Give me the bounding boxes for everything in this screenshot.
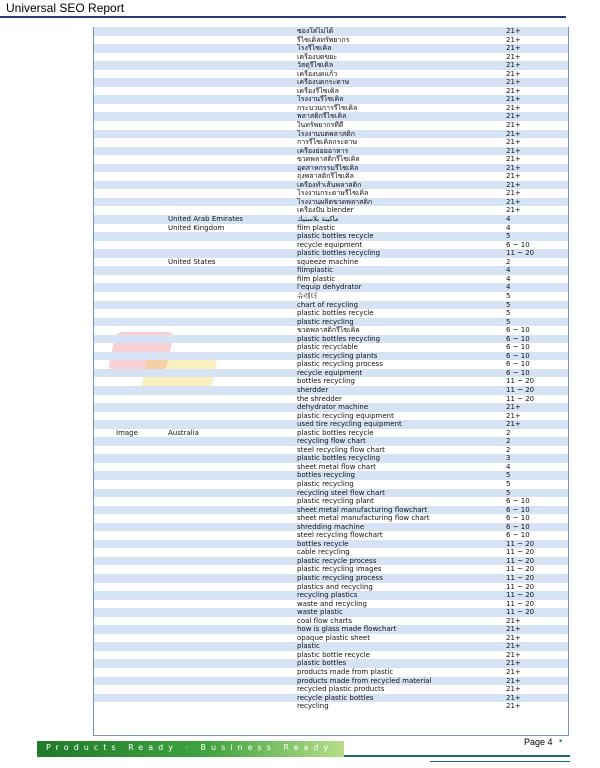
table-row	[94, 531, 568, 540]
row-rank: 6 ~ 10	[506, 343, 530, 352]
row-keyword: plastic bottles	[297, 659, 347, 668]
table-row	[94, 463, 568, 472]
row-rank: 21+	[506, 616, 521, 625]
row-rank: 21+	[506, 411, 521, 420]
table-row	[94, 557, 568, 566]
table-row	[94, 206, 568, 215]
row-keyword: recycling	[297, 702, 329, 711]
table-row	[94, 685, 568, 694]
row-keyword: plastic bottles recycle	[297, 232, 374, 241]
row-keyword: โรงงานผลิตขวดพลาสติก	[297, 197, 373, 206]
table-row	[94, 138, 568, 147]
row-rank: 21+	[506, 78, 521, 87]
row-rank: 5	[506, 291, 511, 300]
table-row	[94, 121, 568, 130]
row-rank: 21+	[506, 35, 521, 44]
table-row	[94, 677, 568, 686]
table-row	[94, 53, 568, 62]
row-rank: 21+	[506, 163, 521, 172]
table-row	[94, 27, 568, 36]
row-keyword: เครื่องทำเส้นพลาสติก	[297, 180, 362, 189]
row-rank: 21+	[506, 420, 521, 429]
row-keyword: เครื่องปั่น blender	[297, 206, 354, 215]
row-rank: 6 ~ 10	[506, 334, 530, 343]
row-rank: 6 ~ 10	[506, 351, 530, 360]
row-rank: 5	[506, 300, 511, 309]
table-row	[94, 651, 568, 660]
table-row	[94, 446, 568, 455]
row-keyword: รีไซเคิลทรัพยากร	[297, 35, 350, 44]
row-keyword: steel recycling flowchart	[297, 531, 383, 540]
table-row	[94, 232, 568, 241]
row-keyword: plastics and recycling	[297, 582, 373, 591]
row-keyword: bottles recycling	[297, 471, 355, 480]
row-rank: 11 ~ 20	[506, 565, 535, 574]
row-rank: 11 ~ 20	[506, 539, 535, 548]
row-rank: 5	[506, 317, 511, 326]
row-rank: 21+	[506, 206, 521, 215]
row-rank: 4	[506, 462, 511, 471]
row-rank: 21+	[506, 61, 521, 70]
table-row	[94, 514, 568, 523]
ranking-table	[93, 27, 569, 736]
table-row	[94, 343, 568, 352]
row-rank: 4	[506, 274, 511, 283]
table-row	[94, 44, 568, 53]
table-row	[94, 395, 568, 404]
table-row	[94, 548, 568, 557]
table-row	[94, 198, 568, 207]
row-rank: 6 ~ 10	[506, 497, 530, 506]
row-keyword: cable recycling	[297, 548, 350, 557]
row-keyword: plastic bottles recycling	[297, 249, 381, 258]
row-rank: 21+	[506, 650, 521, 659]
row-keyword: squeeze machine	[297, 257, 359, 266]
row-rank: 21+	[506, 693, 521, 702]
row-keyword: shredding machine	[297, 522, 365, 531]
row-rank: 6 ~ 10	[506, 522, 530, 531]
page-bullet: •	[558, 737, 564, 747]
table-row	[94, 266, 568, 275]
row-keyword: chart of recycling	[297, 300, 359, 309]
row-keyword: bottles recycling	[297, 377, 355, 386]
table-row	[94, 258, 568, 267]
row-keyword: ขวดพลาสติกรีไซเคิล	[297, 326, 360, 335]
table-row	[94, 574, 568, 583]
row-rank: 21+	[506, 155, 521, 164]
row-keyword: โรงงานบดพลาสติก	[297, 129, 355, 138]
row-keyword: เครื่องบดขยะ	[297, 52, 338, 61]
row-rank: 5	[506, 471, 511, 480]
row-keyword: กระบวนการรีไซเคิล	[297, 103, 358, 112]
table-row	[94, 694, 568, 703]
table-row	[94, 403, 568, 412]
table-row	[94, 87, 568, 96]
row-rank: 6 ~ 10	[506, 514, 530, 523]
table-row	[94, 523, 568, 532]
row-keyword: ซองใส่ไม่ได้	[297, 27, 334, 35]
table-row	[94, 480, 568, 489]
table-row	[94, 112, 568, 121]
row-country: United Kingdom	[168, 223, 225, 232]
table-row	[94, 412, 568, 421]
table-row	[94, 283, 568, 292]
table-row	[94, 608, 568, 617]
row-country: United Arab Emirates	[168, 215, 243, 224]
row-rank: 21+	[506, 129, 521, 138]
row-rank: 11 ~ 20	[506, 548, 535, 557]
row-rank: 21+	[506, 197, 521, 206]
table-row	[94, 275, 568, 284]
row-rank: 21+	[506, 69, 521, 78]
table-row	[94, 61, 568, 70]
table-row	[94, 181, 568, 190]
row-keyword: เครื่องบดกระดาษ	[297, 78, 350, 87]
table-row	[94, 702, 568, 711]
table-row	[94, 78, 568, 87]
row-keyword: 슈레더	[297, 291, 318, 300]
row-rank: 21+	[506, 172, 521, 181]
row-keyword: plastic recycling process	[297, 574, 383, 582]
row-keyword: โรงงานรีไซเคิล	[297, 95, 344, 104]
row-keyword: plastic recyclable	[297, 343, 358, 352]
row-keyword: waste and recycling	[297, 599, 367, 608]
row-keyword: การรีไซเคิลกระดาษ	[297, 138, 358, 147]
table-row	[94, 506, 568, 515]
row-keyword: โรงงานกระดาษรีไซเคิล	[297, 189, 369, 198]
row-keyword: ขวดพลาสติกรีไซเคิล	[297, 155, 360, 164]
row-keyword: plastic recycling	[297, 479, 354, 488]
row-rank: 21+	[506, 702, 521, 711]
row-keyword: dehydrator machine	[297, 403, 369, 412]
row-keyword: plastic recycling images	[297, 565, 382, 574]
row-country: United States	[168, 257, 216, 266]
row-keyword: วัสดุรีไซเคิล	[297, 61, 334, 70]
row-rank: 21+	[506, 189, 521, 198]
row-rank: 21+	[506, 668, 521, 677]
footer-rule	[344, 755, 570, 757]
footer-rule-secondary	[430, 761, 570, 762]
row-keyword: film plastic	[297, 223, 336, 232]
row-rank: 11 ~ 20	[506, 394, 535, 403]
row-keyword: how is glass made flowchart	[297, 625, 397, 634]
table-row	[94, 360, 568, 369]
table-row	[94, 224, 568, 233]
row-keyword: filmplastic	[297, 266, 334, 275]
row-keyword: products made from plastic	[297, 668, 394, 677]
row-rank: 2	[506, 445, 511, 454]
row-rank: 3	[506, 454, 511, 463]
table-row	[94, 437, 568, 446]
row-rank: 11 ~ 20	[506, 556, 535, 565]
row-keyword: plastic bottles recycling	[297, 334, 381, 343]
row-keyword: bottles recycle	[297, 539, 349, 548]
table-row	[94, 600, 568, 609]
row-keyword: อุตสาหกรรมรีไซเคิล	[297, 163, 359, 172]
table-row	[94, 36, 568, 45]
table-row	[94, 377, 568, 386]
row-keyword: sheet metal manufacturing flowchart	[297, 505, 428, 514]
row-keyword: film plastic	[297, 274, 336, 283]
table-row	[94, 369, 568, 378]
table-row	[94, 386, 568, 395]
row-rank: 6 ~ 10	[506, 360, 530, 369]
table-row	[94, 326, 568, 335]
row-rank: 6 ~ 10	[506, 326, 530, 335]
row-keyword: เครื่องย่อยอาหาร	[297, 146, 349, 155]
row-keyword: sheet metal manufacturing flow chart	[297, 514, 430, 523]
report-title: Universal SEO Report	[6, 1, 125, 15]
row-rank: 6 ~ 10	[506, 531, 530, 540]
row-keyword: plastic bottles recycling	[297, 454, 381, 463]
row-rank: 21+	[506, 103, 521, 112]
row-keyword: sheet metal flow chart	[297, 462, 376, 471]
row-keyword: opaque plastic sheet	[297, 633, 370, 642]
table-row	[94, 189, 568, 198]
row-keyword: recycle plastic bottles	[297, 693, 374, 702]
row-keyword: ถุงพลาสติกรีไซเคิล	[297, 172, 354, 181]
table-row	[94, 634, 568, 643]
row-rank: 4	[506, 223, 511, 232]
row-keyword: ในทรัพยากรที่ดี	[297, 121, 344, 130]
row-rank: 11 ~ 20	[506, 377, 535, 386]
row-rank: 4	[506, 283, 511, 292]
table-row	[94, 164, 568, 173]
row-rank: 11 ~ 20	[506, 608, 535, 617]
table-row	[94, 352, 568, 361]
row-keyword: recycling plastics	[297, 591, 358, 600]
table-row	[94, 471, 568, 480]
row-keyword: เครื่องบดแก้ว	[297, 69, 338, 78]
row-keyword: waste plastic	[297, 608, 343, 617]
row-keyword: plastic recycling	[297, 317, 354, 326]
table-row	[94, 70, 568, 79]
table-row	[94, 95, 568, 104]
row-keyword: เครื่องรีไซเคิล	[297, 86, 339, 95]
row-rank: 21+	[506, 146, 521, 155]
table-rows	[94, 27, 568, 711]
row-rank: 11 ~ 20	[506, 385, 535, 394]
table-row	[94, 497, 568, 506]
row-keyword: products made from recycled material	[297, 676, 432, 685]
row-keyword: the shredder	[297, 394, 342, 403]
table-row	[94, 617, 568, 626]
table-row	[94, 104, 568, 113]
row-rank: 4	[506, 266, 511, 275]
row-rank: 21+	[506, 44, 521, 53]
table-row	[94, 454, 568, 463]
table-row	[94, 583, 568, 592]
row-rank: 11 ~ 20	[506, 249, 535, 258]
row-rank: 2	[506, 428, 511, 437]
row-keyword: plastic recycling equipment	[297, 411, 394, 420]
row-rank: 21+	[506, 138, 521, 147]
row-keyword: sherdder	[297, 385, 329, 394]
row-keyword: coal flow charts	[297, 616, 353, 625]
table-row	[94, 318, 568, 327]
row-rank: 21+	[506, 112, 521, 121]
row-rank: 11 ~ 20	[506, 582, 535, 591]
table-row	[94, 420, 568, 429]
row-rank: 5	[506, 309, 511, 318]
row-keyword: plastic bottles recycle	[297, 428, 374, 437]
table-row	[94, 659, 568, 668]
table-row	[94, 215, 568, 224]
row-keyword: recycling steel flow chart	[297, 488, 385, 497]
row-keyword: plastic recycling plants	[297, 351, 378, 360]
row-country: Australia	[168, 428, 199, 437]
footer-tagline: Products Ready · Business Ready	[46, 743, 334, 752]
table-row	[94, 301, 568, 310]
row-keyword: plastic bottle recycle	[297, 650, 370, 659]
row-rank: 21+	[506, 95, 521, 104]
row-rank: 11 ~ 20	[506, 599, 535, 608]
row-rank: 21+	[506, 625, 521, 634]
row-keyword: plastic recycle process	[297, 556, 377, 565]
table-row	[94, 155, 568, 164]
table-row	[94, 292, 568, 301]
row-rank: 21+	[506, 642, 521, 651]
row-keyword: plastic bottles recycle	[297, 309, 374, 318]
row-keyword: plastic recycling plant	[297, 497, 374, 506]
table-row	[94, 565, 568, 574]
row-rank: 21+	[506, 633, 521, 642]
row-keyword: plastic recycling process	[297, 360, 383, 369]
row-keyword: recycling flow chart	[297, 437, 366, 446]
row-rank: 6 ~ 10	[506, 505, 530, 514]
table-row	[94, 309, 568, 318]
row-rank: 21+	[506, 180, 521, 189]
table-row	[94, 147, 568, 156]
row-rank: 21+	[506, 676, 521, 685]
table-row	[94, 625, 568, 634]
table-row	[94, 249, 568, 258]
row-rank: 5	[506, 479, 511, 488]
table-row	[94, 668, 568, 677]
row-keyword: plastic	[297, 642, 320, 651]
row-keyword: โรงรีไซเคิล	[297, 44, 332, 53]
table-row	[94, 130, 568, 139]
row-keyword: ماكينة بلاستيك	[297, 215, 339, 224]
table-row	[94, 429, 568, 438]
row-rank: 6 ~ 10	[506, 240, 530, 249]
row-rank: 5	[506, 488, 511, 497]
table-row	[94, 172, 568, 181]
row-rank: 21+	[506, 659, 521, 668]
row-rank: 2	[506, 437, 511, 446]
table-row	[94, 489, 568, 498]
row-keyword: พลาสติกรีไซเคิล	[297, 112, 347, 121]
row-rank: 21+	[506, 121, 521, 130]
table-row	[94, 241, 568, 250]
row-keyword: steel recycling flow chart	[297, 445, 385, 454]
row-rank: 21+	[506, 403, 521, 412]
row-rank: 4	[506, 215, 511, 224]
row-rank: 21+	[506, 685, 521, 694]
row-rank: 6 ~ 10	[506, 368, 530, 377]
row-keyword: l'equip dehydrator	[297, 283, 362, 292]
table-row	[94, 335, 568, 344]
table-row	[94, 540, 568, 549]
row-rank: 21+	[506, 86, 521, 95]
row-rank: 21+	[506, 52, 521, 61]
table-row	[94, 642, 568, 651]
row-keyword: recycled plastic products	[297, 685, 385, 694]
page-number: Page 4	[524, 737, 553, 747]
row-rank: 11 ~ 20	[506, 591, 535, 600]
row-type: Image	[116, 428, 138, 437]
row-rank: 2	[506, 257, 511, 266]
row-rank: 11 ~ 20	[506, 574, 535, 582]
title-rule	[0, 16, 566, 18]
row-keyword: used tire recycling equipment	[297, 420, 402, 429]
row-keyword: recycle equipment	[297, 368, 363, 377]
row-rank: 21+	[506, 27, 521, 35]
row-keyword: recycle equipment	[297, 240, 363, 249]
table-row	[94, 591, 568, 600]
row-rank: 5	[506, 232, 511, 241]
